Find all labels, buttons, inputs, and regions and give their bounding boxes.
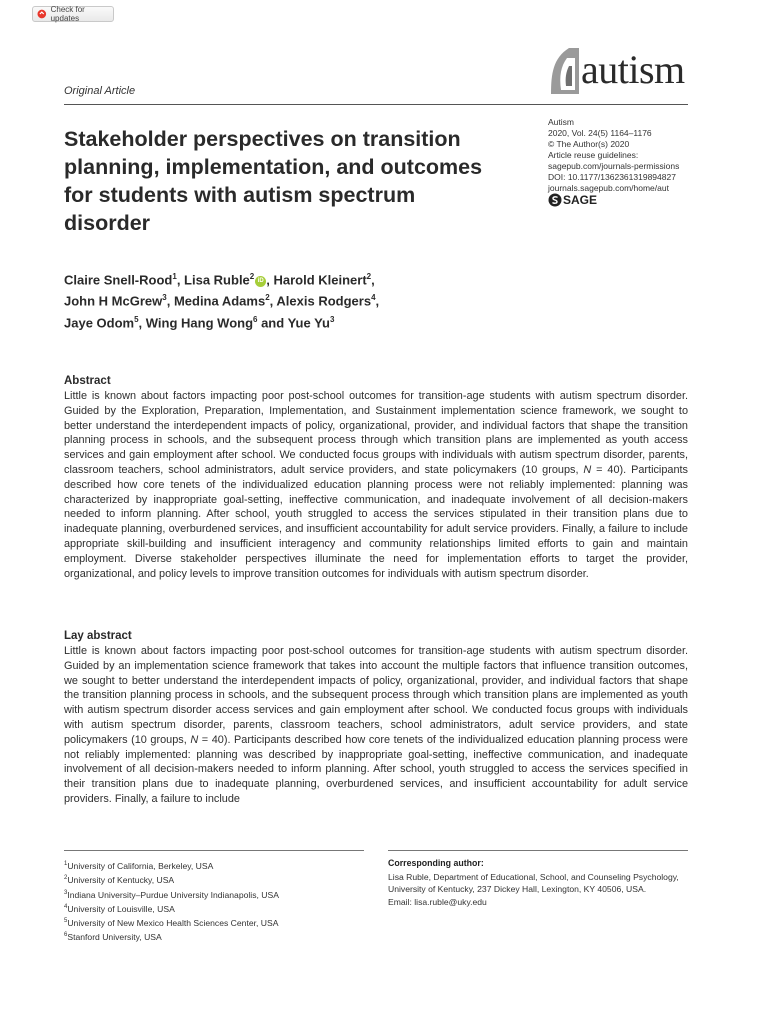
reuse-label: Article reuse guidelines:	[548, 150, 639, 160]
author-separator: ,	[166, 293, 174, 309]
lay-abstract-heading: Lay abstract	[64, 630, 132, 642]
article-title: Stakeholder perspectives on transition planning, implementation, and outcomes for students with autism spectrum disorder	[64, 127, 483, 235]
check-for-updates-label: Check for updates	[50, 5, 85, 23]
lay-abstract-n-symbol: N	[190, 733, 199, 746]
affiliation-item	[64, 901, 279, 915]
author-name: Lisa Ruble	[184, 272, 250, 288]
affiliation-number: 2	[64, 875, 68, 882]
affiliation-text: University of Louisville, USA	[67, 903, 175, 914]
affiliation-text: University of Kentucky, USA	[67, 875, 175, 886]
author-separator: ,	[269, 293, 277, 309]
author-separator: ,	[266, 272, 274, 288]
author-name: Jaye Odom	[64, 314, 135, 330]
corresponding-email[interactable]: Email: lisa.ruble@uky.edu	[388, 896, 487, 907]
header-rule	[64, 104, 688, 105]
affiliation-text: University of California, Berkeley, USA	[67, 860, 214, 871]
corresponding-heading: Corresponding author:	[388, 858, 484, 868]
lay-abstract-text-part2: = 40). Participants described how core tenets of the individualized education planning process were not reliably implemented: planning was described by inappropriate goal-setting, ineffective communication, and inadequate involvement of all decision-makers needed to inform planning. After school, youth struggled to access the services specified in their transition plans due to inadequate planning, overburdened services, and insufficient accountability for adult service providers. Finally, a failure to include	[64, 733, 688, 805]
affiliation-text: Stanford University, USA	[67, 932, 162, 943]
affiliation-number: 4	[64, 903, 68, 910]
journal-name: Autism	[548, 117, 574, 127]
author-affiliation-number: 4	[371, 293, 376, 303]
author-name: Alexis Rodgers	[276, 293, 372, 309]
author-affiliation-number: 2	[366, 272, 372, 281]
article-type: Original Article	[64, 85, 136, 97]
author-name: Medina Adams	[173, 293, 266, 309]
update-icon	[37, 9, 47, 19]
abstract-n-symbol: N	[583, 463, 592, 476]
author-affiliation-number: 2	[249, 272, 255, 281]
affiliation-item	[64, 858, 279, 872]
doi[interactable]: DOI: 10.1177/1362361319894827	[548, 172, 676, 182]
affiliation-text: Indiana University–Purdue University Indianapolis, USA	[67, 889, 279, 900]
author-name: John H McGrew	[64, 293, 163, 309]
reuse-link[interactable]: sagepub.com/journals-permissions	[548, 161, 680, 171]
author-separator: ,	[375, 293, 380, 309]
journal-info	[548, 117, 679, 194]
sage-logo-icon	[548, 193, 562, 207]
affiliation-item	[64, 872, 279, 886]
affiliations-list	[64, 858, 279, 944]
abstract-text	[64, 389, 688, 581]
abstract-text-part1: Little is known about factors impacting poor post-school outcomes for transition-age students with autism spectrum disorder. Guided by the Exploration, Preparation, Implementation, and Sustainment implementation science framework, we sought to better understand the interdependent impacts of policy, organizational, provider, and individual factors that shape the transition planning process in schools, and the subsequent process through which transition plans are implemented as youth access services and gain employment after school. We conducted focus groups with individuals with autism spectrum disorder, parents, classroom teachers, school administrators, adult service providers, and state policymakers (10 groups,	[64, 390, 688, 476]
lay-abstract-text	[64, 644, 688, 807]
author-affiliation-number: 5	[134, 314, 139, 324]
author-affiliation-number: 3	[329, 314, 335, 324]
author-separator: ,	[176, 272, 185, 288]
affiliation-item	[64, 915, 279, 929]
affiliation-item	[64, 929, 279, 943]
author-affiliation-number: 6	[253, 314, 258, 324]
author-separator: ,	[371, 272, 375, 288]
lay-abstract-text-part1: Little is known about factors impacting poor post-school outcomes for transition-age students with autism spectrum disorder. Guided by an implementation science framework that takes into account the multiple factors that influence transition outcomes, we sought to better understand the interdependent impacts of policy, organizational, provider, and individual factors that shape the transition planning process in schools, and the subsequent process through which transition plans are implemented as youth with autism spectrum disorder access services and gain employment after school. We conducted focus groups with individuals with autism spectrum disorder, parents, classroom teachers, school administrators, adult service providers, and state policymakers (10 groups,	[64, 645, 688, 746]
copyright: © The Author(s) 2020	[548, 139, 630, 149]
publisher-logo	[548, 193, 597, 207]
affiliation-number: 3	[64, 889, 68, 896]
citation: 2020, Vol. 24(5) 1164–1176	[548, 128, 652, 138]
corresponding-details	[388, 871, 688, 908]
affiliation-number: 6	[64, 932, 68, 939]
journal-link[interactable]: journals.sagepub.com/home/aut	[548, 183, 669, 193]
check-for-updates-button[interactable]	[32, 6, 114, 22]
author-name: Harold Kleinert	[273, 272, 367, 288]
author-name: Yue Yu	[287, 314, 330, 330]
journal-logo	[545, 44, 690, 99]
author-separator: ,	[138, 314, 146, 330]
author-affiliation-number: 1	[172, 272, 177, 281]
author-affiliation-number: 2	[265, 293, 270, 303]
author-name: Wing Hang Wong	[145, 314, 254, 330]
affiliation-item	[64, 887, 279, 901]
affiliation-number: 5	[64, 918, 68, 925]
affiliations-rule	[64, 850, 364, 851]
author-affiliation-number: 3	[162, 293, 167, 303]
logo-wordmark: autism	[581, 47, 685, 92]
logo-mark-icon	[545, 44, 585, 96]
author-list	[64, 268, 494, 332]
author-separator: and	[257, 314, 288, 330]
affiliation-text: University of New Mexico Health Sciences Center, USA	[67, 917, 279, 928]
corresponding-rule	[388, 850, 688, 851]
affiliation-number: 1	[64, 861, 68, 867]
abstract-text-part2: = 40). Participants described how core tenets of the individualized education planning process were not reliably implemented: planning was characterized by inappropriate goal-setting, ineffective communication, and inadequate involvement of all decision-makers needed to inform planning. After school, youth struggled to access the services stipulated in their transition plans due to inadequate planning, overburdened services, and insufficient accountability for adult service providers. Finally, a failure to include appropriate skill-building and insufficient interagency and community relationships limited efforts to gain and maintain employment. Diverse stakeholder perspectives illuminate the need for implementation efforts to target the provider, organizational, and policy levels to improve transition outcomes for individuals with autism spectrum disorder.	[64, 463, 688, 580]
orcid-icon[interactable]: iD	[255, 276, 266, 287]
publisher-name: SAGE	[563, 193, 598, 207]
abstract-heading: Abstract	[64, 375, 111, 387]
corresponding-address: Lisa Ruble, Department of Educational, School, and Counseling Psychology, University of Kentucky, 237 Dickey Hall, Lexington, KY 40506, USA.	[388, 872, 679, 895]
author-name: Claire Snell-Rood	[64, 272, 173, 288]
